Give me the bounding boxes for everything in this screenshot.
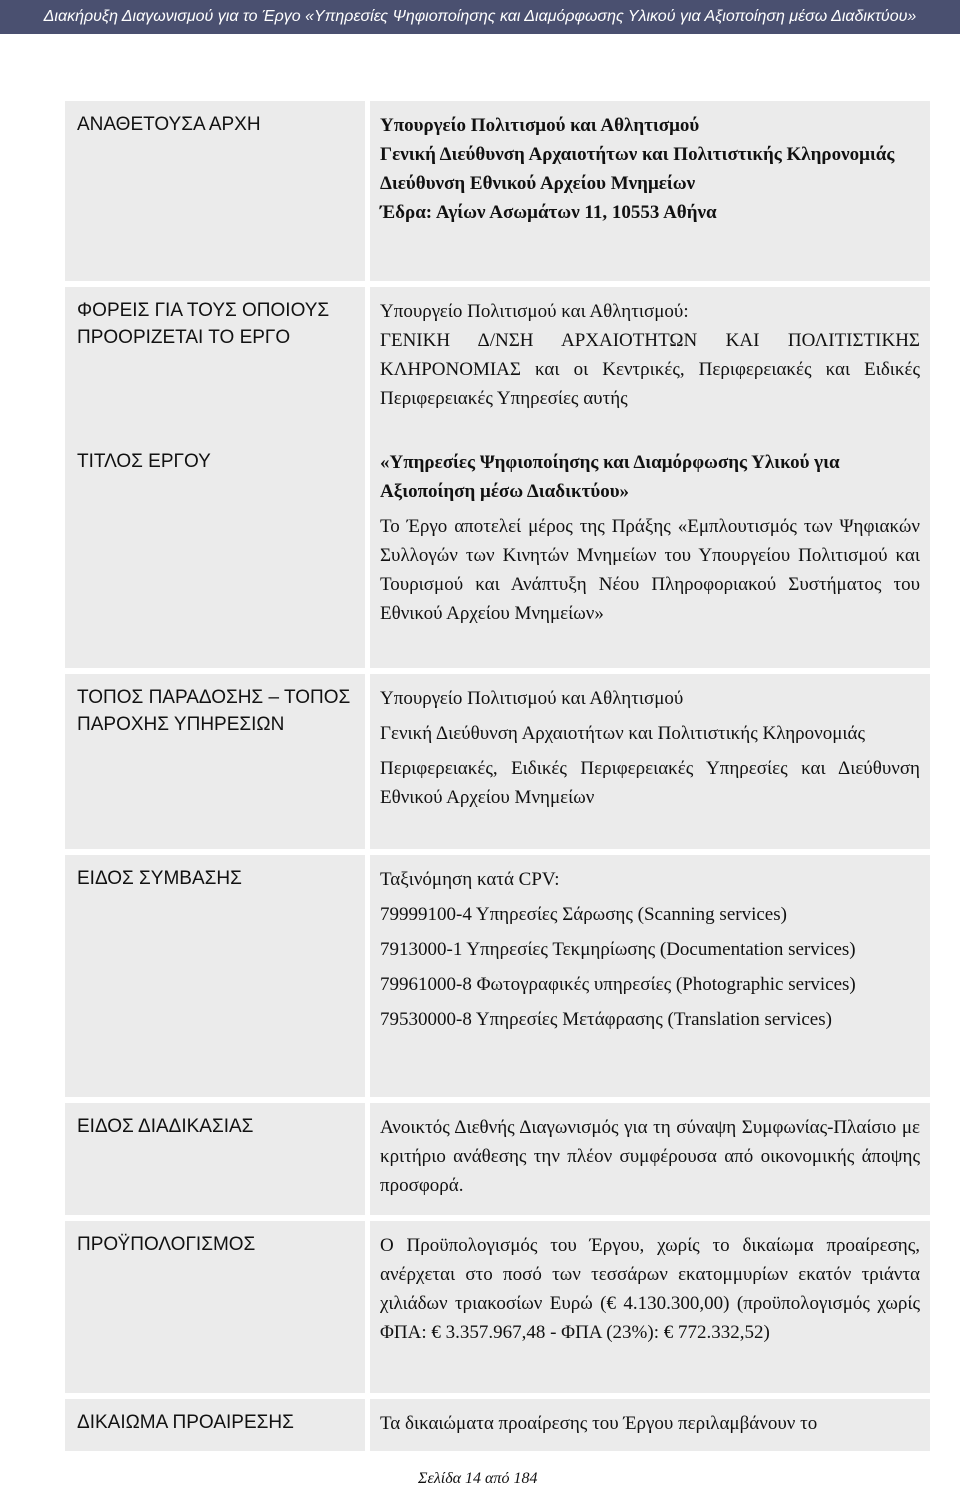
value-line: Διεύθυνση Εθνικού Αρχείου Μνημείων: [380, 173, 696, 194]
value-line: Υπουργείο Πολιτισμού και Αθλητισμού: [380, 115, 700, 136]
table-row: [65, 1103, 930, 1215]
row-value: [370, 855, 930, 1097]
row-label: ΤΟΠΟΣ ΠΑΡΑΔΟΣΗΣ – ΤΟΠΟΣ ΠΑΡΟΧΗΣ ΥΠΗΡΕΣΙΩΝ: [65, 674, 365, 849]
value-line: Υπουργείο Πολιτισμού και Αθλητισμού: [380, 688, 684, 709]
row-value: [370, 674, 930, 849]
table-row: [65, 1221, 930, 1393]
value-line: «Υπηρεσίες Ψηφιοποίησης και Διαμόρφωσης Υλικού για Αξιοποίηση μέσω Διαδικτύου»: [380, 452, 840, 502]
table-row: [65, 855, 930, 1097]
row-label: ΑΝΑΘΕΤΟΥΣΑ ΑΡΧΗ: [65, 101, 365, 281]
value-line: Υπουργείο Πολιτισμού και Αθλητισμού:: [380, 301, 689, 322]
row-label: ΤΙΤΛΟΣ ΕΡΓΟΥ: [65, 438, 365, 668]
table-row: [65, 674, 930, 849]
header-title: Διακήρυξη Διαγωνισμού για το Έργο «Υπηρεσίες Ψηφιοποίησης και Διαμόρφωσης Υλικού για Αξιοποίηση μέσω Διαδικτύου»: [43, 8, 917, 25]
value-line: Το Έργο αποτελεί μέρος της Πράξης «Εμπλουτισμός των Ψηφιακών Συλλογών των Κινητών Μνημείων του Υπουργείου Πολιτισμού και Τουρισμού και Ανάπτυξη Νέου Πληροφοριακού Συστήματος του Εθνικού Αρχείου Μνημείων»: [380, 516, 920, 624]
value-line: Ανοικτός Διεθνής Διαγωνισμός για τη σύναψη Συμφωνίας-Πλαίσιο με κριτήριο ανάθεσης την πλέον συμφέρουσα από οικονομικής άποψης προσφορά.: [380, 1117, 920, 1196]
cpv-code-line: 7913000-1 Υπηρεσίες Τεκμηρίωσης (Documentation services): [380, 939, 856, 960]
value-line: Έδρα: Αγίων Ασωμάτων 11, 10553 Αθήνα: [380, 202, 717, 223]
value-line: Τα δικαιώματα προαίρεσης του Έργου περιλαμβάνουν το: [380, 1413, 818, 1434]
value-line: Ταξινόμηση κατά CPV:: [380, 869, 560, 890]
row-label: ΠΡΟΫΠΟΛΟΓΙΣΜΟΣ: [65, 1221, 365, 1393]
value-line: ΓΕΝΙΚΗ Δ/ΝΣΗ ΑΡΧΑΙΟΤΗΤΩΝ ΚΑΙ ΠΟΛΙΤΙΣΤΙΚΗΣ ΚΛΗΡΟΝΟΜΙΑΣ και οι Κεντρικές, Περιφερειακές και Ειδικές Περιφερειακές Υπηρεσίες αυτής: [380, 330, 920, 409]
row-value: [370, 1399, 930, 1451]
cpv-code-line: 79961000-8 Φωτογραφικές υπηρεσίες (Photographic services): [380, 974, 856, 995]
cpv-code-line: 79999100-4 Υπηρεσίες Σάρωσης (Scanning services): [380, 904, 787, 925]
row-label: ΕΙΔΟΣ ΔΙΑΔΙΚΑΣΙΑΣ: [65, 1103, 365, 1215]
value-line: Γενική Διεύθυνση Αρχαιοτήτων και Πολιτιστικής Κληρονομιάς: [380, 723, 866, 744]
row-value: [370, 438, 930, 668]
table-row: [65, 1399, 930, 1451]
value-line: Γενική Διεύθυνση Αρχαιοτήτων και Πολιτιστικής Κληρονομιάς: [380, 144, 895, 165]
row-label: ΦΟΡΕΙΣ ΓΙΑ ΤΟΥΣ ΟΠΟΙΟΥΣ ΠΡΟΟΡΙΖΕΤΑΙ ΤΟ ΕΡΓΟ: [65, 287, 365, 523]
row-label: ΔΙΚΑΙΩΜΑ ΠΡΟΑΙΡΕΣΗΣ: [65, 1399, 365, 1451]
value-line: Περιφερειακές, Ειδικές Περιφερειακές Υπηρεσίες και Διεύθυνση Εθνικού Αρχείου Μνημείων: [380, 758, 920, 808]
table-row: [65, 101, 930, 281]
cpv-code-line: 79530000-8 Υπηρεσίες Μετάφρασης (Translation services): [380, 1009, 832, 1030]
value-line: Ο Προϋπολογισμός του Έργου, χωρίς το δικαίωμα προαίρεσης, ανέρχεται στο ποσό των τεσσάρων εκατομμυρίων εκατόν τριάντα χιλιάδων τριακοσίων Ευρώ (€ 4.130.300,00) (προϋπολογισμός χωρίς ΦΠΑ: € 3.357.967,48 - ΦΠΑ (23%): € 772.332,52): [380, 1235, 920, 1343]
page-number: Σελίδα 14 από 184: [418, 1470, 538, 1487]
table-row: [65, 438, 930, 668]
row-value: [370, 101, 930, 281]
document-running-header: [0, 0, 960, 34]
row-label: ΕΙΔΟΣ ΣΥΜΒΑΣΗΣ: [65, 855, 365, 1097]
row-value: [370, 1103, 930, 1215]
row-value: [370, 1221, 930, 1393]
